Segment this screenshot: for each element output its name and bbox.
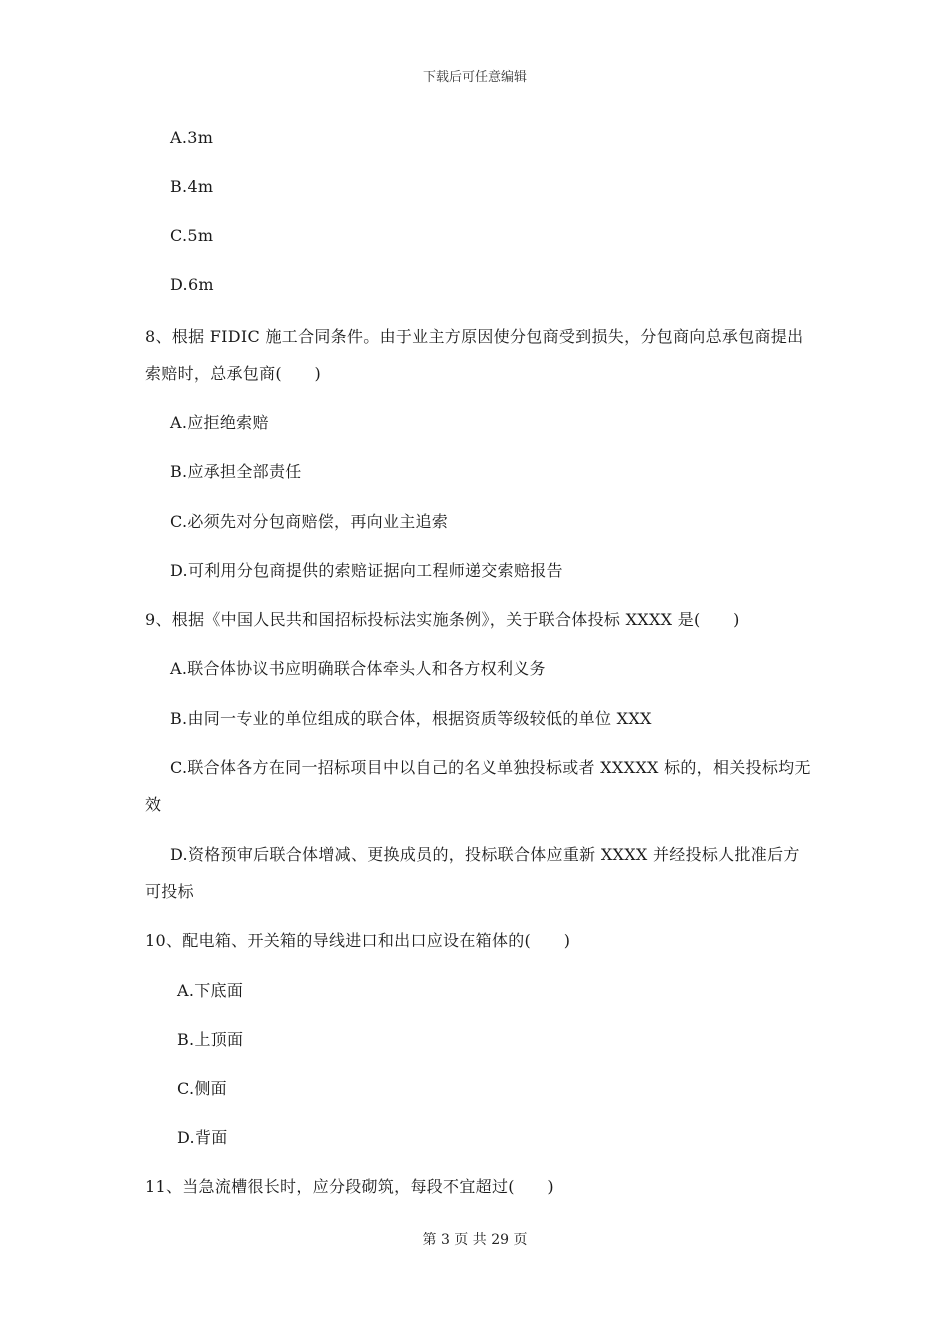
- q9-option-d-line2: 可投标: [145, 882, 194, 901]
- q9-option-a: A.联合体协议书应明确联合体牵头人和各方权利义务: [170, 659, 546, 678]
- q11-stem: 11、当急流槽很长时，应分段砌筑，每段不宜超过( ): [145, 1177, 554, 1196]
- q8-option-d: D.可利用分包商提供的索赔证据向工程师递交索赔报告: [170, 561, 563, 580]
- q8-option-b: B.应承担全部责任: [170, 462, 302, 481]
- q10-option-c: C.侧面: [177, 1079, 227, 1098]
- q10-option-b: B.上顶面: [177, 1030, 244, 1049]
- q9-option-c-line1: C.联合体各方在同一招标项目中以自己的名义单独投标或者 XXXXX 标的，相关投标均无: [170, 758, 811, 777]
- q7-option-b: B.4m: [170, 177, 214, 196]
- q7-option-d: D.6m: [170, 275, 214, 294]
- q9-option-d-line1: D.资格预审后联合体增减、更换成员的，投标联合体应重新 XXXX 并经投标人批准后方: [170, 845, 800, 864]
- page-footer: 第 3 页 共 29 页: [422, 1232, 528, 1248]
- q7-option-c: C.5m: [170, 226, 214, 245]
- q8-stem-line1: 8、根据 FIDIC 施工合同条件。由于业主方原因使分包商受到损失，分包商向总承包商提出: [145, 327, 804, 346]
- page-header: 下载后可任意编辑: [422, 70, 527, 85]
- q10-stem: 10、配电箱、开关箱的导线进口和出口应设在箱体的( ): [145, 931, 571, 950]
- q7-option-a: A.3m: [170, 128, 214, 147]
- q9-option-b: B.由同一专业的单位组成的联合体，根据资质等级较低的单位 XXX: [170, 709, 652, 728]
- q10-option-a: A.下底面: [177, 981, 244, 1000]
- q8-option-c: C.必须先对分包商赔偿，再向业主追索: [170, 512, 449, 531]
- q9-option-c-line2: 效: [145, 795, 162, 814]
- q9-stem: 9、根据《中国人民共和国招标投标法实施条例》，关于联合体投标 XXXX 是( ): [145, 610, 740, 629]
- q8-stem-line2: 索赔时，总承包商( ): [145, 364, 322, 383]
- q10-option-d: D.背面: [177, 1128, 228, 1147]
- q8-option-a: A.应拒绝索赔: [170, 413, 269, 432]
